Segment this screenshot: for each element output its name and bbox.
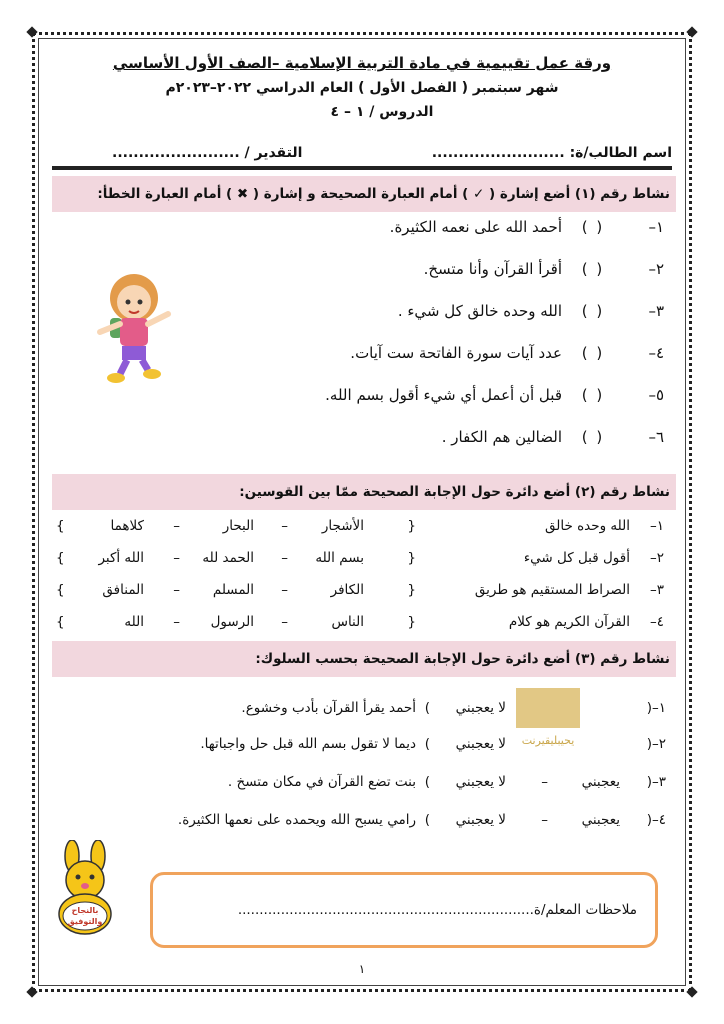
bunny-mascot <box>48 840 122 938</box>
option-separator: – <box>281 550 288 566</box>
item-number: ٢–( <box>646 736 666 752</box>
open-brace: { <box>407 582 416 598</box>
close-brace: } <box>56 582 65 598</box>
item-number: ٤– <box>649 614 664 630</box>
mc-question-row <box>56 550 664 574</box>
option-separator: – <box>281 518 288 534</box>
behavior-row <box>140 736 666 762</box>
tf-item <box>442 428 664 446</box>
header-divider <box>52 166 672 170</box>
option-separator: – <box>173 582 180 598</box>
statement-text: أقرأ القرآن وأنا متسخ. <box>423 260 562 278</box>
student-info-row <box>52 140 672 166</box>
option-3[interactable]: الله <box>124 614 144 630</box>
page-number: ١ <box>358 962 366 976</box>
option-like[interactable]: يعجبني <box>581 774 620 790</box>
activity2-title: نشاط رقم (٢) أضع دائرة حول الإجابة الصحيحة ممّا بين القوسين: <box>239 484 670 500</box>
teacher-notes-label: ملاحظات المعلم/ة..................................................................... <box>237 902 637 918</box>
watermark-logo <box>510 688 586 756</box>
option-1[interactable]: الناس <box>331 614 364 630</box>
close-paren: ) <box>424 774 430 790</box>
activity3-heading <box>52 641 676 677</box>
option-separator: – <box>541 774 548 790</box>
lessons-line: الدروس / ١ – ٤ <box>330 104 434 120</box>
mc-question-row <box>56 518 664 542</box>
answer-box[interactable]: ( ) <box>581 386 605 404</box>
close-paren: ) <box>424 700 430 716</box>
answer-box[interactable]: ( ) <box>581 344 605 362</box>
behavior-text: بنت تضع القرآن في مكان متسخ . <box>227 774 416 790</box>
behavior-row <box>140 812 666 838</box>
open-brace: { <box>407 550 416 566</box>
answer-box[interactable]: ( ) <box>581 260 605 278</box>
option-separator: – <box>281 582 288 598</box>
item-number: ٣– <box>648 302 664 320</box>
item-number: ٥– <box>648 386 664 404</box>
tf-item <box>424 260 664 278</box>
item-number: ٤– <box>648 344 664 362</box>
option-3[interactable]: كلاهما <box>110 518 144 534</box>
tf-item <box>390 218 664 236</box>
option-separator: – <box>173 550 180 566</box>
worksheet-title: ورقة عمل تقييمية في مادة التربية الإسلامية –الصف الأول الأساسي <box>112 54 612 72</box>
mascot-text-2: والتوفيق <box>67 917 103 926</box>
statement-text: أحمد الله على نعمه الكثيرة. <box>389 218 562 236</box>
answer-box[interactable]: ( ) <box>581 218 605 236</box>
question-text: أقول قبل كل شيء <box>523 550 630 566</box>
statement-text: الضالين هم الكفار . <box>441 428 562 446</box>
option-2[interactable]: الحمد لله <box>202 550 254 566</box>
option-dislike[interactable]: لا يعجبني <box>455 774 506 790</box>
option-separator: – <box>173 614 180 630</box>
close-brace: } <box>56 550 65 566</box>
question-text: الصراط المستقيم هو طريق <box>474 582 630 598</box>
option-1[interactable]: بسم الله <box>315 550 364 566</box>
student-name-field[interactable]: اسم الطالب/ة: ......................... <box>431 145 672 161</box>
item-number: ١– <box>648 218 664 236</box>
close-paren: ) <box>424 736 430 752</box>
option-separator: – <box>541 812 548 828</box>
activity1-heading <box>52 176 676 212</box>
option-like[interactable]: يعجبني <box>581 812 620 828</box>
answer-box[interactable]: ( ) <box>581 302 605 320</box>
behavior-text: ديما لا تقول بسم الله قبل حل واجباتها. <box>200 736 416 752</box>
term-line: شهر سبتمبر ( الفصل الأول ) العام الدراسي ٢٠٢٢–٢٠٢٣م <box>165 80 559 96</box>
watermark-text: يحيبليقيرنت <box>521 734 575 747</box>
item-number: ٦– <box>648 428 664 446</box>
behavior-row <box>140 700 666 726</box>
question-text: الله وحده خالق <box>544 518 630 534</box>
grade-field[interactable]: التقدير / ........................ <box>112 145 303 161</box>
item-number: ٢– <box>649 550 664 566</box>
item-number: ٢– <box>648 260 664 278</box>
item-number: ٤–( <box>646 812 666 828</box>
item-number: ٣– <box>649 582 664 598</box>
behavior-row <box>140 774 666 800</box>
option-3[interactable]: المنافق <box>102 582 144 598</box>
option-2[interactable]: الرسول <box>210 614 254 630</box>
tf-item <box>350 344 664 362</box>
behavior-text: أحمد يقرأ القرآن بأدب وخشوع. <box>241 700 416 716</box>
close-paren: ) <box>424 812 430 828</box>
activity2-heading <box>52 474 676 510</box>
statement-text: قبل أن أعمل أي شيء أقول بسم الله. <box>325 386 562 404</box>
option-1[interactable]: الكافر <box>330 582 364 598</box>
behavior-text: رامي يسبح الله ويحمده على نعمها الكثيرة. <box>177 812 416 828</box>
close-brace: } <box>56 614 65 630</box>
open-brace: { <box>407 518 416 534</box>
activity3-title: نشاط رقم (٣) أضع دائرة حول الإجابة الصحيحة بحسب السلوك: <box>255 651 670 667</box>
item-number: ١– <box>649 518 664 534</box>
option-separator: – <box>281 614 288 630</box>
statement-text: الله وحده خالق كل شيء . <box>397 302 562 320</box>
mascot-text-1: بالنجاح <box>71 906 99 915</box>
statement-text: عدد آيات سورة الفاتحة ست آيات. <box>350 344 562 362</box>
tf-item <box>325 386 664 404</box>
mc-question-row <box>56 582 664 606</box>
option-2[interactable]: المسلم <box>212 582 254 598</box>
item-number: ٣–( <box>646 774 666 790</box>
open-brace: { <box>407 614 416 630</box>
tf-item <box>398 302 664 320</box>
option-separator: – <box>173 518 180 534</box>
answer-box[interactable]: ( ) <box>581 428 605 446</box>
item-number: ١–( <box>646 700 666 716</box>
close-brace: } <box>56 518 65 534</box>
option-dislike[interactable]: لا يعجبني <box>455 736 506 752</box>
girl-illustration <box>92 270 176 386</box>
mc-question-row <box>56 614 664 638</box>
worksheet-header <box>60 54 664 120</box>
option-2[interactable]: البحار <box>222 518 254 534</box>
option-dislike[interactable]: لا يعجبني <box>455 812 506 828</box>
option-3[interactable]: الله أكبر <box>98 550 144 566</box>
teacher-notes-box[interactable] <box>150 872 658 948</box>
question-text: القرآن الكريم هو كلام <box>508 614 630 630</box>
option-1[interactable]: الأشجار <box>321 518 364 534</box>
activity1-title: نشاط رقم (١) أضع إشارة ( ✓ ) أمام العبارة الصحيحة و إشارة ( ✖ ) أمام العبارة الخطأ: <box>97 186 670 202</box>
option-dislike[interactable]: لا يعجبني <box>455 700 506 716</box>
